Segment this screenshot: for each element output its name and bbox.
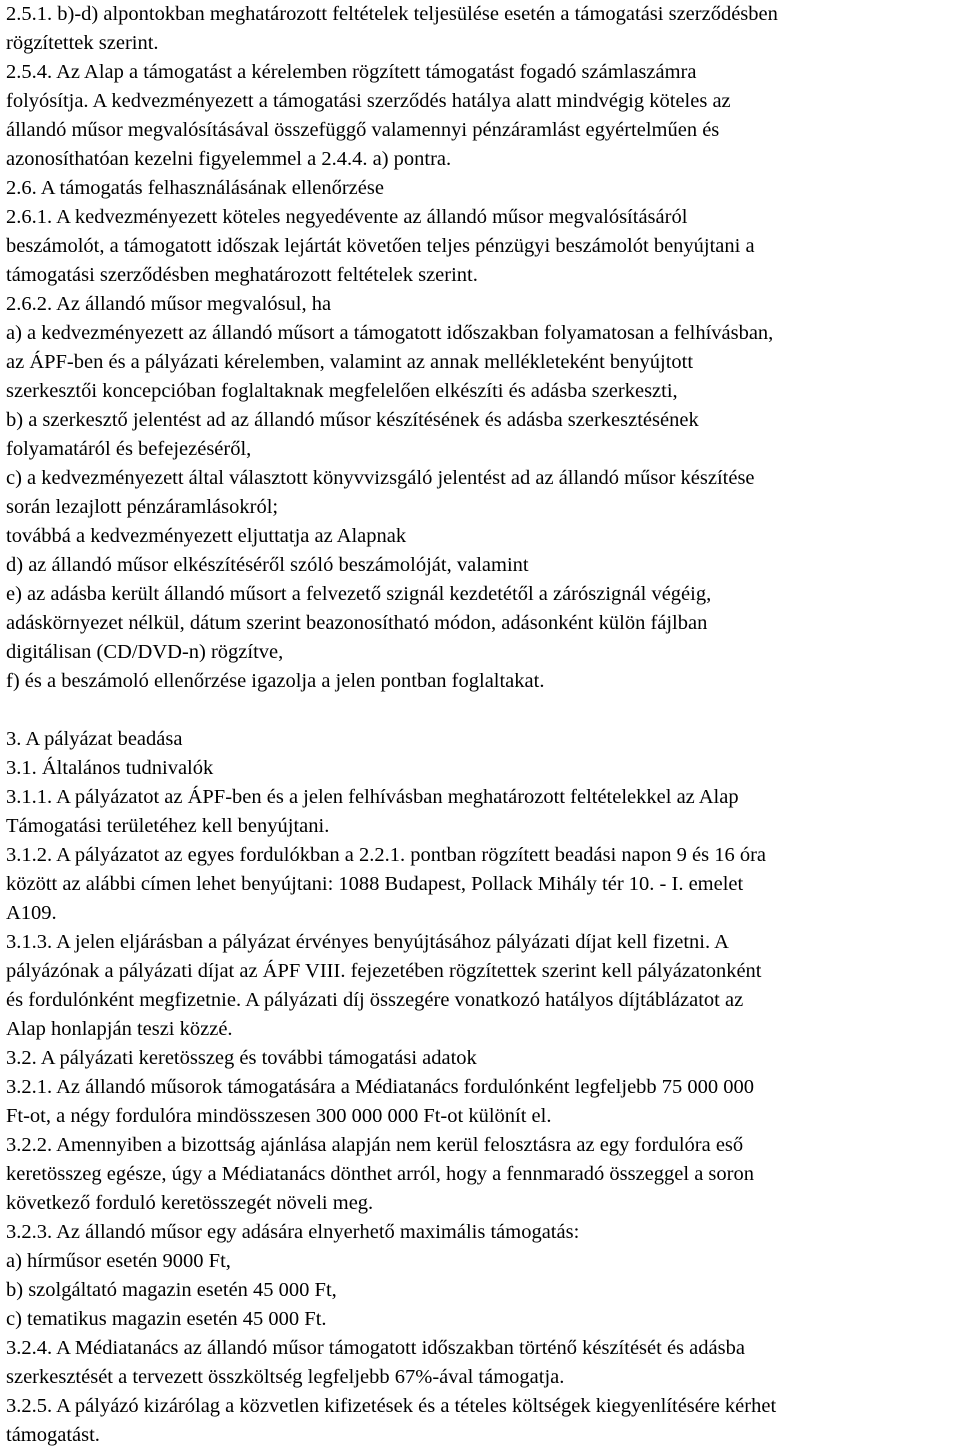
- text-line: Ft-ot, a négy fordulóra mindösszesen 300 000 000 Ft-ot különít el.: [6, 1105, 552, 1127]
- text-line: és fordulónként megfizetnie. A pályázati díj összegére vonatkozó hatályos díjtáblázatot az: [6, 989, 744, 1011]
- section-heading: 3. A pályázat beadása: [6, 728, 183, 750]
- text-line: 3.2.2. Amennyiben a bizottság ajánlása alapján nem kerül felosztásra az egy fordulóra eső: [6, 1134, 744, 1156]
- text-line: állandó műsor megvalósításával összefüggő valamennyi pénzáramlást egyértelműen és: [6, 119, 720, 141]
- blank-line: [6, 696, 954, 725]
- text-line: digitálisan (CD/DVD-n) rögzítve,: [6, 641, 284, 663]
- text-line: A109.: [6, 902, 57, 924]
- list-item: d) az állandó műsor elkészítéséről szóló beszámolóját, valamint: [6, 554, 529, 576]
- list-item: a) a kedvezményezett az állandó műsort a támogatott időszakban folyamatosan a felhívásban,: [6, 322, 774, 344]
- text-line: továbbá a kedvezményezett eljuttatja az Alapnak: [6, 525, 407, 547]
- text-line: 3.2.1. Az állandó műsorok támogatására a Médiatanács fordulónként legfeljebb 75 000 000: [6, 1076, 755, 1098]
- text-line: során lezajlott pénzáramlásokról;: [6, 496, 279, 518]
- text-line: folyósítja. A kedvezményezett a támogatási szerződés hatálya alatt mindvégig köteles az: [6, 90, 731, 112]
- text-line: 3.1.2. A pályázatot az egyes fordulókban a 2.2.1. pontban rögzített beadási napon 9 és 16 óra: [6, 844, 766, 866]
- text-line: folyamatáról és befejezéséről,: [6, 438, 252, 460]
- text-line: szerkesztését a tervezett összköltség legfeljebb 67%-ával támogatja.: [6, 1366, 565, 1388]
- text-line: 2.5.1. b)-d) alpontokban meghatározott feltételek teljesülése esetén a támogatási szerződésben: [6, 3, 778, 25]
- text-line: keretösszeg egésze, úgy a Médiatanács dönthet arról, hogy a fennmaradó összeggel a soron: [6, 1163, 754, 1185]
- text-line: 2.5.4. Az Alap a támogatást a kérelemben rögzített támogatást fogadó számlaszámra: [6, 61, 697, 83]
- document-page: [6, 0, 954, 1450]
- text-line: beszámolót, a támogatott időszak lejártát követően teljes pénzügyi beszámolót benyújtani a: [6, 235, 755, 257]
- list-item: c) tematikus magazin esetén 45 000 Ft.: [6, 1308, 327, 1330]
- section-heading: 2.6. A támogatás felhasználásának ellenőrzése: [6, 177, 384, 199]
- text-line: adáskörnyezet nélkül, dátum szerint beazonosítható módon, adásonként külön fájlban: [6, 612, 708, 634]
- text-line: 3.1.3. A jelen eljárásban a pályázat érvényes benyújtásához pályázati díjat kell fizetni. A: [6, 931, 729, 953]
- list-item: b) szolgáltató magazin esetén 45 000 Ft,: [6, 1279, 337, 1301]
- text-line: 3.2.3. Az állandó műsor egy adására elnyerhető maximális támogatás:: [6, 1221, 580, 1243]
- text-line: 3.2.4. A Médiatanács az állandó műsor támogatott időszakban történő készítését és adásba: [6, 1337, 745, 1359]
- text-line: rögzítettek szerint.: [6, 32, 159, 54]
- list-item: b) a szerkesztő jelentést ad az állandó műsor készítésének és adásba szerkesztésének: [6, 409, 699, 431]
- subsection-heading: 3.1. Általános tudnivalók: [6, 757, 214, 779]
- list-item: a) hírműsor esetén 9000 Ft,: [6, 1250, 231, 1272]
- text-line: 3.1.1. A pályázatot az ÁPF-ben és a jelen felhívásban meghatározott feltételekkel az Alap: [6, 786, 739, 808]
- text-line: pályázónak a pályázati díjat az ÁPF VIII. fejezetében rögzítettek szerint kell pályázatonként: [6, 960, 762, 982]
- text-line: következő forduló keretösszegét növeli meg.: [6, 1192, 374, 1214]
- text-line: támogatást.: [6, 1424, 100, 1446]
- list-item: c) a kedvezményezett által választott könyvvizsgáló jelentést ad az állandó műsor készítése: [6, 467, 755, 489]
- text-line: támogatási szerződésben meghatározott feltételek szerint.: [6, 264, 478, 286]
- subsection-heading: 3.2. A pályázati keretösszeg és további támogatási adatok: [6, 1047, 477, 1069]
- text-line: az ÁPF-ben és a pályázati kérelemben, valamint az annak mellékleteként benyújtott: [6, 351, 694, 373]
- text-line: Alap honlapján teszi közzé.: [6, 1018, 233, 1040]
- text-line: 2.6.1. A kedvezményezett köteles negyedévente az állandó műsor megvalósításáról: [6, 206, 688, 228]
- list-item: e) az adásba került állandó műsort a felvezető szignál kezdetétől a zárószignál végéig,: [6, 583, 712, 605]
- text-line: 3.2.5. A pályázó kizárólag a közvetlen kifizetések és a tételes költségek kiegyenlítésére kérhet: [6, 1395, 777, 1417]
- text-line: szerkesztői koncepcióban foglaltaknak megfelelően elkészíti és adásba szerkeszti,: [6, 380, 678, 402]
- list-item: f) és a beszámoló ellenőrzése igazolja a jelen pontban foglaltakat.: [6, 670, 545, 692]
- text-line: között az alábbi címen lehet benyújtani: 1088 Budapest, Pollack Mihály tér 10. - I. emelet: [6, 873, 744, 895]
- text-line: Támogatási területéhez kell benyújtani.: [6, 815, 330, 837]
- text-line: 2.6.2. Az állandó műsor megvalósul, ha: [6, 293, 332, 315]
- text-line: azonosíthatóan kezelni figyelemmel a 2.4.4. a) pontra.: [6, 148, 452, 170]
